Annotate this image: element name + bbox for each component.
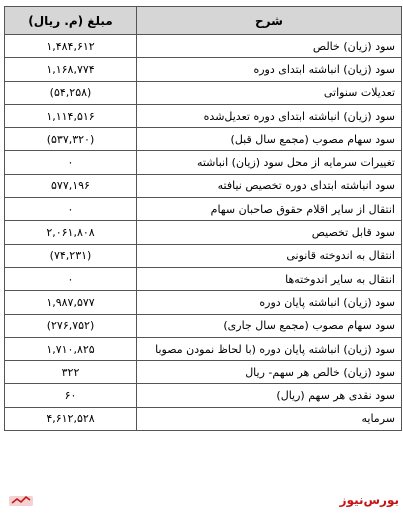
row-description: سرمایه bbox=[137, 407, 402, 430]
table-row bbox=[5, 81, 402, 104]
table-row bbox=[5, 151, 402, 174]
row-amount: ۶۰ bbox=[5, 384, 137, 407]
row-description: سود (زیان) خالص هر سهم- ریال bbox=[137, 361, 402, 384]
table-row bbox=[5, 128, 402, 151]
row-amount: ۱,۹۸۷,۵۷۷ bbox=[5, 291, 137, 314]
row-amount: (۲۷۶,۷۵۲) bbox=[5, 314, 137, 337]
row-amount: ۲,۰۶۱,۸۰۸ bbox=[5, 221, 137, 244]
financial-table bbox=[4, 6, 402, 431]
row-amount: (۵۴,۲۵۸) bbox=[5, 81, 137, 104]
row-amount: ۱,۴۸۴,۶۱۲ bbox=[5, 35, 137, 58]
row-amount: (۵۳۷,۳۲۰) bbox=[5, 128, 137, 151]
table-row bbox=[5, 35, 402, 58]
row-amount: ۱,۱۶۸,۷۷۴ bbox=[5, 58, 137, 81]
table-row bbox=[5, 407, 402, 430]
row-description: سود (زیان) انباشته ابتدای دوره bbox=[137, 58, 402, 81]
table-row bbox=[5, 198, 402, 221]
table-header-row bbox=[5, 7, 402, 35]
table-row bbox=[5, 244, 402, 267]
row-description: سود (زیان) خالص bbox=[137, 35, 402, 58]
row-amount: ۴,۶۱۲,۵۲۸ bbox=[5, 407, 137, 430]
row-amount: ۱,۱۱۴,۵۱۶ bbox=[5, 104, 137, 127]
row-description: سود سهام مصوب (مجمع سال جاری) bbox=[137, 314, 402, 337]
row-description: سود سهام مصوب (مجمع سال قبل) bbox=[137, 128, 402, 151]
desc-column-header: شرح bbox=[137, 7, 402, 35]
row-description: انتقال به سایر اندوخته‌ها bbox=[137, 267, 402, 290]
row-description: سود قابل تخصیص bbox=[137, 221, 402, 244]
table-row bbox=[5, 337, 402, 360]
table-row bbox=[5, 104, 402, 127]
row-description: تعدیلات سنواتی bbox=[137, 81, 402, 104]
row-description: سود (زیان) انباشته ابتدای دوره تعدیل‌شده bbox=[137, 104, 402, 127]
row-description: سود نقدی هر سهم (ریال) bbox=[137, 384, 402, 407]
row-description: انتقال به اندوخته قانونی bbox=[137, 244, 402, 267]
row-description: تغییرات سرمایه از محل سود (زیان) انباشته bbox=[137, 151, 402, 174]
row-amount: ۳۲۲ bbox=[5, 361, 137, 384]
row-amount: ۰ bbox=[5, 198, 137, 221]
table-row bbox=[5, 384, 402, 407]
table-row bbox=[5, 174, 402, 197]
watermark: بورس‌نیوز bbox=[339, 493, 399, 507]
table-row bbox=[5, 221, 402, 244]
row-amount: (۷۴,۲۳۱) bbox=[5, 244, 137, 267]
table-row bbox=[5, 361, 402, 384]
table-row bbox=[5, 267, 402, 290]
row-amount: ۰ bbox=[5, 151, 137, 174]
row-description: سود (زیان) انباشته پایان دوره (با لحاظ نمودن مصوبا bbox=[137, 337, 402, 360]
row-description: سود (زیان) انباشته پایان دوره bbox=[137, 291, 402, 314]
table-row bbox=[5, 291, 402, 314]
table-row bbox=[5, 58, 402, 81]
amount-column-header: مبلغ (م. ریال) bbox=[5, 7, 137, 35]
row-amount: ۱,۷۱۰,۸۲۵ bbox=[5, 337, 137, 360]
row-amount: ۵۷۷,۱۹۶ bbox=[5, 174, 137, 197]
bourse-news-logo-icon bbox=[8, 494, 34, 508]
row-description: سود انباشته ابتدای دوره تخصیص نیافته bbox=[137, 174, 402, 197]
row-description: انتقال از سایر اقلام حقوق صاحبان سهام bbox=[137, 198, 402, 221]
table-row bbox=[5, 314, 402, 337]
row-amount: ۰ bbox=[5, 267, 137, 290]
